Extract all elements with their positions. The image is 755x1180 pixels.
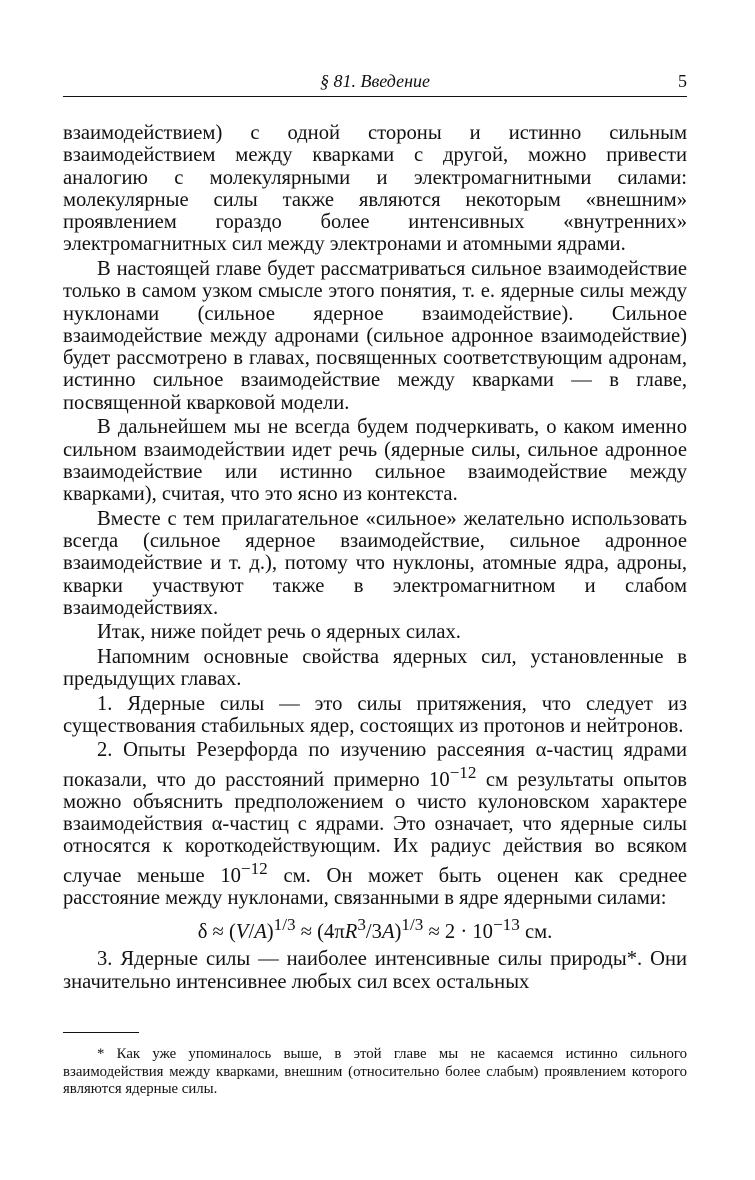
text-segment: . Они значительно интенсивнее любых сил всех остальных [63, 948, 687, 993]
list-item-1: 1. Ядерные силы — это силы притяжения, что следует из существования стабильных ядер, состоящих из протонов и нейтронов. [63, 692, 687, 737]
formula-part: ≈ (4π [295, 920, 345, 943]
formula-radius [63, 914, 687, 943]
formula-part: ) [394, 920, 402, 943]
main-text [63, 122, 687, 993]
exponent: 1/3 [273, 915, 296, 935]
formula-var: A [254, 920, 267, 943]
text-segment: 3. Ядерные силы — наиболее интенсивные силы природы [97, 948, 627, 971]
exponent: −13 [492, 915, 520, 935]
exponent: −12 [240, 858, 268, 878]
page-number: 5 [678, 71, 687, 91]
footnote-marker: * [626, 948, 637, 971]
running-header [63, 66, 687, 97]
list-item-3 [63, 948, 687, 993]
formula-part: ) [266, 920, 274, 943]
exponent: −12 [449, 762, 477, 782]
exponent: 3 [357, 915, 366, 935]
paragraph: Напомним основные свойства ядерных сил, установленные в предыдущих главах. [63, 645, 687, 691]
formula-part: /3 [365, 920, 382, 943]
formula-var: V [235, 920, 249, 943]
formula-part: см. [519, 920, 553, 943]
formula-part: ≈ 2 · 10 [423, 920, 493, 943]
paragraph: В дальнейшем мы не всегда будем подчеркивать, о каком именно сильном взаимодействии идет речь (ядерные силы, сильное адронное взаимодействие или истинно сильное взаимодействие между кварками), считая, что это ясно из контекста. [63, 416, 687, 506]
paragraph: взаимодействием) с одной стороны и истинно сильным взаимодействием между кварками с другой, можно привести аналогию с молекулярными и электромагнитными силами: молекулярные силы также являются некоторым «внешним» проявлением гораздо более интенсивных «внутренних» электромагнитных сил между электронами и атомными ядрами. [63, 122, 687, 256]
footnote-divider [63, 1032, 139, 1033]
paragraph: Итак, ниже пойдет речь о ядерных силах. [97, 621, 461, 644]
running-title: § 81. Введение [319, 71, 431, 91]
footnote: * Как уже упоминалось выше, в этой главе мы не касаемся истинно сильного взаимодействия между кварками, внешним (относительно более слабым) проявлением которого являются ядерные силы. [63, 1046, 687, 1097]
formula-var: R [344, 920, 358, 943]
formula-part: δ ≈ ( [197, 920, 236, 943]
paragraph: В настоящей главе будет рассматриваться сильное взаимодействие только в самом узком смысле этого понятия, т. е. ядерные силы между нуклонами (сильное ядерное взаимодействие). Сильное взаимодействие между адронами (сильное адронное взаимодействие) будет рассмотрено в главах, посвященных соответствующим адронам, истинно сильное взаимодействие между кварками — в главе, посвященной кварковой модели. [63, 257, 687, 414]
text-segment: 2. Опыты Резерфорда по изучению рассеяния α-частиц ядрами показали, что до расстояний примерно 10 [63, 739, 687, 791]
text-segment: см результаты опытов можно объяснить предположением о чисто кулоновском характере взаимодействия α-частиц с ядрами. Это означает, что ядерные силы относятся к короткодействующим. Их радиус действия во всяком случае меньше 10 [63, 768, 687, 887]
paragraph: Вместе с тем прилагательное «сильное» желательно использовать всегда (сильное ядерное взаимодействие, сильное адронное взаимодействие и т. д.), потому что нуклоны, атомные ядра, адроны, кварки участвуют также в электромагнитном и слабом взаимодействиях. [63, 507, 687, 619]
text-segment: см. Он может быть оценен как среднее расстояние между нуклонами, связанными в ядре ядерными силами: [63, 864, 687, 909]
formula-var: A [381, 920, 395, 943]
list-item-2 [63, 739, 687, 909]
exponent: 1/3 [401, 915, 424, 935]
formula-part: / [248, 920, 255, 943]
